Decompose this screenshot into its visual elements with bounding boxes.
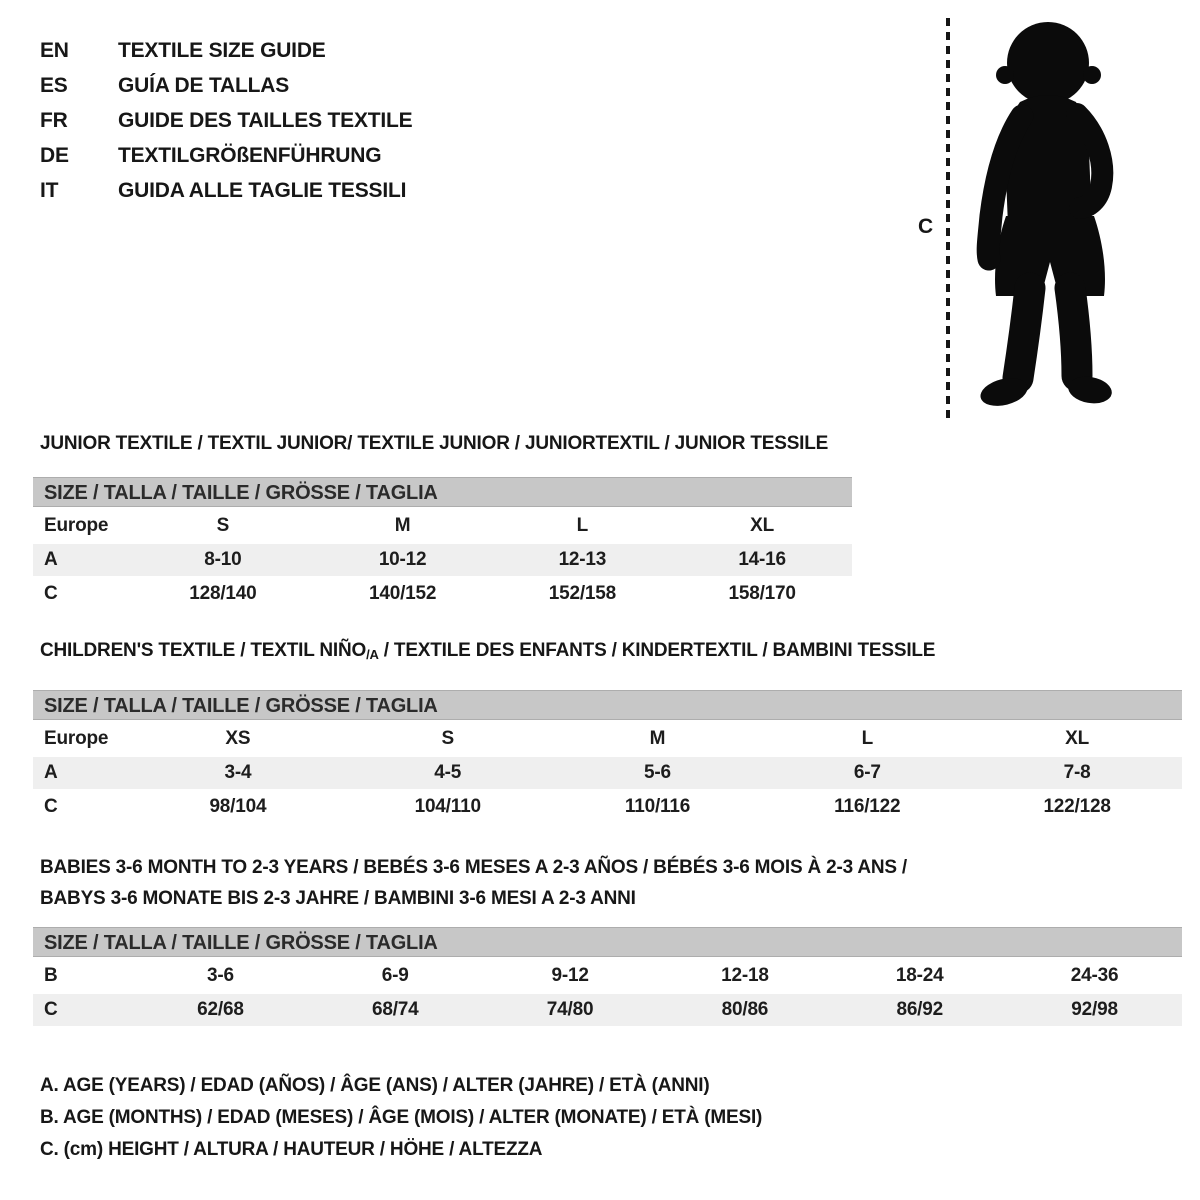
row-label: C xyxy=(44,796,58,817)
row-label: Europe xyxy=(44,728,109,749)
table-cell: 8-10 xyxy=(204,549,242,570)
table-cell: 7-8 xyxy=(1063,762,1091,783)
table-cell: 152/158 xyxy=(548,583,617,604)
table-cell: 110/116 xyxy=(624,796,691,817)
table-cell: 18-24 xyxy=(895,965,944,986)
babies-title-line2: BABYS 3-6 MONATE BIS 2-3 JAHRE / BAMBINI 3-6 MESI A 2-3 ANNI xyxy=(40,888,636,909)
table-cell: L xyxy=(861,728,873,749)
language-code: FR xyxy=(40,109,68,132)
junior-size-table xyxy=(33,477,852,612)
table-cell: 9-12 xyxy=(551,965,589,986)
table-cell: 74/80 xyxy=(546,999,594,1020)
language-code: EN xyxy=(40,39,69,62)
babies-title-line1: BABIES 3-6 MONTH TO 2-3 YEARS / BEBÉS 3-6 MESES A 2-3 AÑOS / BÉBÉS 3-6 MOIS À 2-3 ANS / xyxy=(40,857,908,878)
table-cell: 122/128 xyxy=(1043,796,1111,817)
language-title: TEXTILE SIZE GUIDE xyxy=(118,39,326,62)
table-cell: 158/170 xyxy=(728,583,796,604)
legend-note-b: B. AGE (MONTHS) / EDAD (MESES) / ÂGE (MOIS) / ALTER (MONATE) / ETÀ (MESI) xyxy=(40,1107,763,1128)
table-cell: 6-9 xyxy=(381,965,409,986)
table-cell: 86/92 xyxy=(896,999,943,1020)
language-row xyxy=(40,33,412,68)
table-cell: 5-6 xyxy=(644,762,671,783)
language-title: GUIDA ALLE TAGLIE TESSILI xyxy=(118,179,407,202)
table-row xyxy=(33,510,852,542)
row-label: C xyxy=(44,999,58,1020)
table-cell: 10-12 xyxy=(378,549,427,570)
babies-size-table xyxy=(33,927,1182,1028)
table-cell: XL xyxy=(1065,728,1090,749)
children-title-post: / TEXTILE DES ENFANTS / KINDERTEXTIL / BAMBINI TESSILE xyxy=(378,640,936,661)
table-row xyxy=(33,757,1182,789)
table-cell: 68/74 xyxy=(371,999,419,1020)
legend-note-a: A. AGE (YEARS) / EDAD (AÑOS) / ÂGE (ANS) / ALTER (JAHRE) / ETÀ (ANNI) xyxy=(40,1075,710,1096)
language-code: IT xyxy=(40,179,59,202)
table-cell: 12-18 xyxy=(721,965,769,986)
legend-note-c: C. (cm) HEIGHT / ALTURA / HAUTEUR / HÖHE / ALTEZZA xyxy=(40,1139,543,1160)
table-row xyxy=(33,960,1182,992)
table-cell: S xyxy=(441,728,454,749)
table-cell: M xyxy=(649,728,666,749)
table-header-bar: SIZE / TALLA / TAILLE / GRÖSSE / TAGLIA xyxy=(33,927,1182,957)
language-row xyxy=(40,103,412,138)
row-label: Europe xyxy=(44,515,109,536)
legend-footer xyxy=(40,1070,762,1166)
row-label: B xyxy=(44,965,58,986)
table-cell: M xyxy=(394,515,411,536)
table-row xyxy=(33,544,852,576)
height-figure xyxy=(900,10,1196,422)
table-cell: 116/122 xyxy=(834,796,901,817)
toddler-silhouette-icon xyxy=(960,16,1140,416)
table-row xyxy=(33,723,1182,755)
table-cell: XS xyxy=(225,728,251,749)
table-cell: 104/110 xyxy=(414,796,481,817)
language-code: ES xyxy=(40,74,68,97)
table-cell: 6-7 xyxy=(853,762,881,783)
language-row xyxy=(40,173,412,208)
table-cell: L xyxy=(576,515,589,536)
children-size-table xyxy=(33,690,1182,825)
table-row xyxy=(33,578,852,610)
table-cell: 62/68 xyxy=(197,999,244,1020)
table-cell: 98/104 xyxy=(209,796,267,817)
table-cell: 3-6 xyxy=(206,965,234,986)
children-section-title xyxy=(40,640,935,662)
table-cell: 128/140 xyxy=(189,583,257,604)
babies-section-title xyxy=(40,852,907,914)
table-cell: 24-36 xyxy=(1070,965,1119,986)
language-row xyxy=(40,68,412,103)
table-header-bar: SIZE / TALLA / TAILLE / GRÖSSE / TAGLIA xyxy=(33,690,1182,720)
measure-label-c: C xyxy=(918,215,933,238)
row-label: C xyxy=(44,583,58,604)
table-cell: 140/152 xyxy=(368,583,437,604)
junior-section-title: JUNIOR TEXTILE / TEXTIL JUNIOR/ TEXTILE JUNIOR / JUNIORTEXTIL / JUNIOR TESSILE xyxy=(40,433,829,454)
table-cell: XL xyxy=(750,515,775,536)
children-title-pre: CHILDREN'S TEXTILE / TEXTIL NIÑO xyxy=(40,640,367,661)
table-cell: 92/98 xyxy=(1071,999,1118,1020)
table-row xyxy=(33,994,1182,1026)
height-measure-line xyxy=(944,16,952,420)
language-title: GUÍA DE TALLAS xyxy=(118,74,290,97)
table-cell: 80/86 xyxy=(721,999,769,1020)
table-cell: 14-16 xyxy=(738,549,786,570)
language-code: DE xyxy=(40,144,69,167)
row-label: A xyxy=(44,549,58,570)
table-cell: 3-4 xyxy=(224,762,252,783)
table-row xyxy=(33,791,1182,823)
table-cell: S xyxy=(216,515,230,536)
table-cell: 4-5 xyxy=(434,762,462,783)
language-title: GUIDE DES TAILLES TEXTILE xyxy=(118,109,413,132)
children-title-sub: /A xyxy=(366,647,379,662)
table-cell: 12-13 xyxy=(558,549,607,570)
table-header-bar: SIZE / TALLA / TAILLE / GRÖSSE / TAGLIA xyxy=(33,477,852,507)
row-label: A xyxy=(44,762,58,783)
language-row xyxy=(40,138,412,173)
language-title: TEXTILGRÖßENFÜHRUNG xyxy=(118,144,382,167)
language-header xyxy=(40,33,412,208)
